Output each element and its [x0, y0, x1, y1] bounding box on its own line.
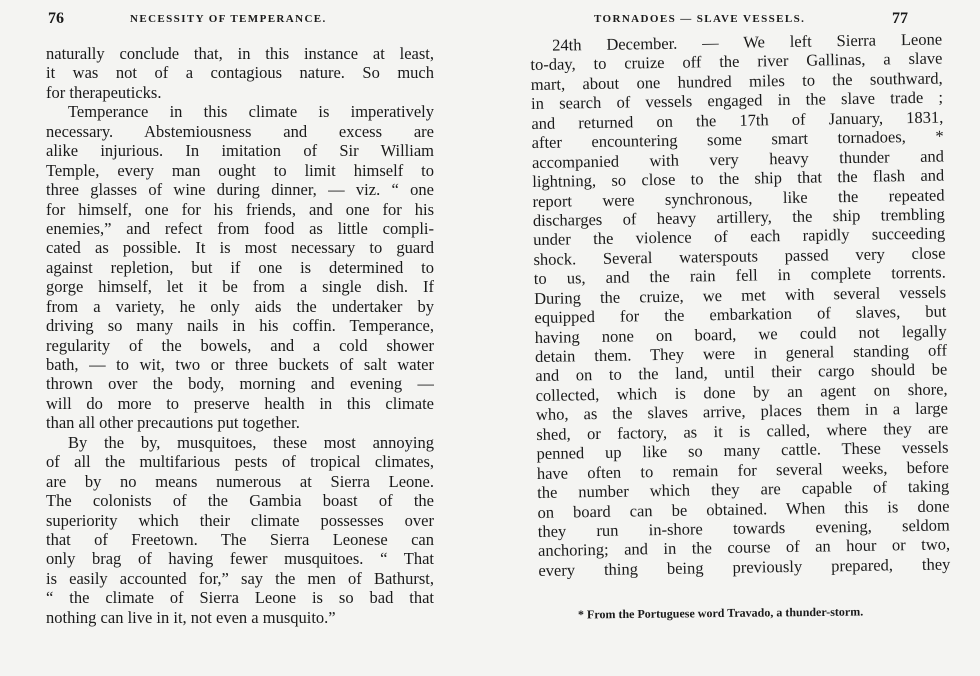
- text-line: for therapeuticks.: [46, 82, 162, 102]
- text-line: of all the multifarious pests of tropical climates,: [46, 452, 434, 472]
- text-line: against repletion, but if one is determined to: [46, 257, 434, 277]
- right-page: [500, 0, 980, 676]
- text-line: report were synchronous, like the repeated: [532, 185, 945, 211]
- left-page-text: [46, 44, 434, 627]
- text-line: enemies,” and refect from food as little compli-: [46, 218, 434, 238]
- text-line: in search of vessels engaged in the slave trade ;: [530, 87, 944, 114]
- text-line: only brag of having fewer musquitoes. “ That: [46, 549, 434, 569]
- text-line: under the violence of each rapidly succeeding: [533, 223, 946, 250]
- right-running-head: TORNADOES — SLAVE VESSELS.: [594, 13, 806, 25]
- text-line: are by no means numerous at Sierra Leone.: [46, 471, 434, 491]
- text-line: on board can be obtained. When this is done: [537, 495, 950, 522]
- right-page-number: 77: [892, 10, 908, 27]
- text-line: the number which they are capable of taking: [537, 476, 950, 503]
- text-line: The colonists of the Gambia boast of the: [46, 491, 434, 511]
- text-line: shock. Several waterspouts passed very close: [533, 243, 946, 269]
- left-page-number: 76: [48, 10, 64, 27]
- text-line: During the cruize, we met with several vessels: [533, 282, 947, 308]
- text-line: anchoring; and in the course of an hour or two,: [537, 534, 951, 561]
- text-line: driving so many nails in his coffin. Temperance,: [46, 316, 434, 336]
- text-line: 24th December. — We left Sierra Leone: [551, 29, 943, 55]
- text-line: for himself, one for his friends, and one for his: [46, 199, 434, 219]
- text-line: will do more to preserve health in this climate: [46, 393, 434, 413]
- right-page-text: [530, 30, 950, 581]
- text-line: alike injurious. In imitation of Sir William: [46, 141, 434, 161]
- text-line: and returned on the 17th of January, 1831,: [531, 107, 944, 133]
- text-line: discharges of heavy artillery, the ship trembling: [532, 204, 945, 230]
- text-line: necessary. Abstemiousness and excess are: [46, 121, 434, 141]
- text-line: nothing can live in it, not even a musquito.”: [46, 607, 336, 627]
- text-line: lightning, so close to the ship that the flash and: [532, 165, 945, 192]
- text-line: accompanied with very heavy thunder and: [531, 146, 945, 172]
- text-line: to-day, to cruize off the river Gallinas, a slave: [530, 48, 943, 75]
- text-line: mart, about one hundred miles to the southward,: [530, 68, 943, 94]
- text-line: it was not of a contagious nature. So much: [46, 63, 434, 83]
- text-line: Temperance in this climate is imperatively: [68, 102, 434, 122]
- text-line: to us, and the rain fell in complete torrents.: [533, 262, 946, 289]
- text-line: By the by, musquitoes, these most annoying: [68, 432, 434, 452]
- text-line: cated as possible. It is most necessary to guard: [46, 238, 434, 258]
- text-line: three glasses of wine during dinner, — viz. “ one: [46, 180, 434, 200]
- text-line: gorge himself, let it be from a single dish. If: [46, 277, 434, 297]
- text-line: that of Freetown. The Sierra Leonese can: [46, 529, 434, 549]
- text-line: have often to remain for several weeks, before: [536, 457, 949, 483]
- left-running-head: NECESSITY OF TEMPERANCE.: [130, 13, 327, 25]
- text-line: having none on board, we could not legally: [534, 321, 947, 347]
- text-line: is easily accounted for,” say the men of Bathurst,: [46, 568, 434, 588]
- text-line: detain them. They were in general standing off: [534, 340, 948, 366]
- text-line: Temple, every man ought to limit himself to: [46, 160, 434, 180]
- footnote: * From the Portuguese word Travado, a thunder-storm.: [577, 604, 864, 622]
- text-line: “ the climate of Sierra Leone is so bad that: [46, 588, 434, 608]
- left-page: [0, 0, 470, 676]
- text-line: they run in-shore towards evening, seldom: [537, 515, 950, 541]
- text-line: every thing being previously prepared, they: [538, 554, 951, 580]
- text-line: bath, — to wit, two or three buckets of salt water: [46, 355, 434, 374]
- text-line: and on to the land, until their cargo should be: [535, 359, 948, 386]
- text-line: superiority which their climate possesses over: [46, 510, 434, 530]
- text-line: thrown over the body, morning and evening —: [46, 374, 434, 394]
- text-line: after encountering some smart tornadoes, *: [531, 126, 944, 153]
- text-line: regularity of the bowels, and a cold shower: [46, 335, 434, 355]
- text-line: from a variety, he only aids the undertaker by: [46, 296, 434, 316]
- text-line: who, as the slaves arrive, places them in a large: [535, 398, 949, 425]
- text-line: penned up like so many cattle. These vessels: [536, 437, 949, 464]
- text-line: collected, which is done by an agent on shore,: [535, 379, 948, 405]
- text-line: shed, or factory, as it is called, where they are: [536, 418, 949, 444]
- text-line: naturally conclude that, in this instance at least,: [46, 44, 434, 63]
- text-line: than all other precautions put together.: [46, 413, 300, 433]
- text-line: equipped for the embarkation of slaves, but: [534, 301, 947, 328]
